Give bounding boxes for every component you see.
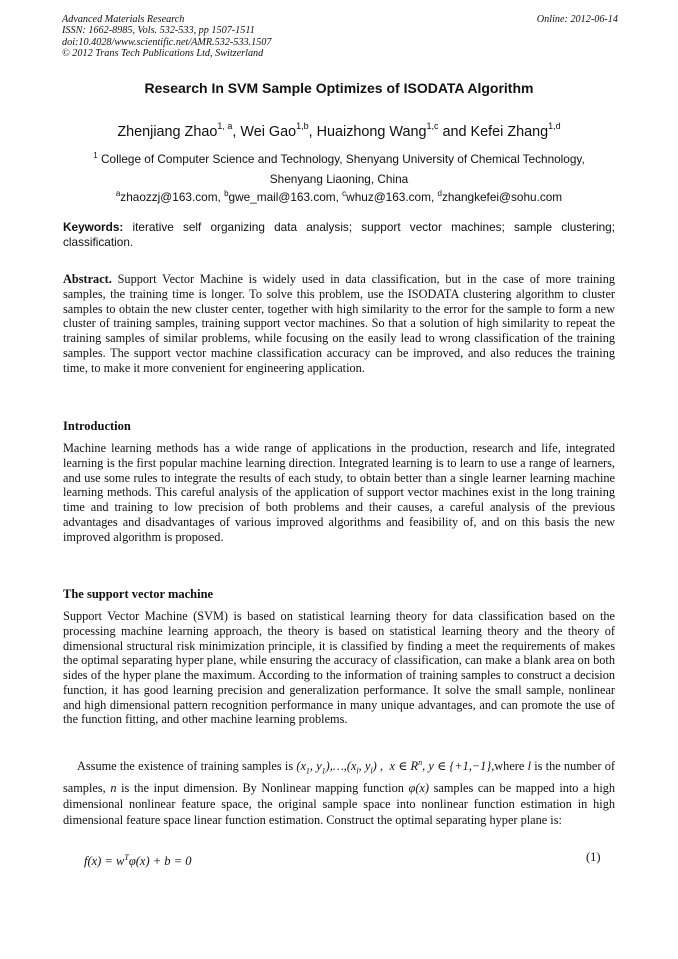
affiliation-sup: 1 [93,151,98,160]
svm-text-b: ,where [491,759,525,774]
email-list [0,186,678,205]
svm-paragraph-1: Support Vector Machine (SVM) is based on statistical learning theory for data classification based on the processing machine learning approach, the theory is based on statistical learning theory and the theory of dimensional structural risk minimization principle, it is classified by finding a meet the requirements of makes the optimal separating hyper plane, while ensuring the accuracy of classification, can make a blank area on both sides of the hyper plane the maximum. According to the information of training samples to construct a decision function, it has good learning precision and generalization performance. It solve the small sample, nonlinear and high dimensional pattern recognition performance in many unique advantages, and can promote the use of the function fitting, and other machine learning problems. [63,609,615,727]
affiliation-line-1 [0,146,678,169]
issn-line: ISSN: 1662-8985, Vols. 532-533, pp 1507-1511 [62,25,255,37]
keywords-label: Keywords: [63,220,124,234]
svm-paragraph-2: Assume the existence of training samples is ($x_1$, $y_1),\dots,(x_l$, $y_l$) , x ∈ $R^n$, y ∈ {+1,−1},where l is the number of samples, n is the input dimension. By Nonlinear mapping function φ(x) samples can be mapped into a high dimensional nonlinear feature space, the original sample space into nonlinear function estimation in high dimensional feature space linear function estimation. Construct the optimal separating hyper plane is: [63,758,616,827]
email-sup: b [224,189,229,198]
equation-sup: T [124,853,129,862]
author-sup: 1, a [217,121,233,131]
email-address: zhangkefei@sohu.com [441,189,563,204]
equation-number: (1) [586,850,601,864]
email-sep: , [430,189,438,204]
running-header [62,14,618,59]
copyright-line: © 2012 Trans Tech Publications Ltd, Switzerland [62,47,264,59]
keywords-text: iterative self organizing data analysis; support vector machines; sample clustering; classification. [63,220,615,249]
svm-heading: The support vector machine [63,587,214,601]
author-list [0,119,678,141]
author-sep: , [308,123,317,140]
svm-text-a: Assume the existence of training samples is [77,759,294,774]
email-sep: , [217,189,225,204]
phi-formula: φ(x) [408,780,429,795]
abstract-text: Support Vector Machine is widely used in data classification, but in the case of more training samples, the training time is longer. To solve this problem, use the ISODATA clustering algorithm to cluster samples to obtain the new cluster center, together with high similarity to the error for the sample to form a new cluster of training samples, training support vector machines. So that a solution of high similarity to repeat the training samples of similar problems, while focusing on the easily lead to wrong classification of the training samples. The support vector machine classification accuracy can be improved, and also reduces the training time, to make it more convenient for engineering application. [63,272,616,375]
journal-name: Advanced Materials Research [62,14,185,25]
author-name: Kefei Zhang [470,123,549,140]
online-date: Online: 2012-06-14 [536,14,618,25]
equation-rhs: φ(x) + b = 0 [128,854,192,869]
author-sep: and [438,123,471,140]
equation-lhs: f(x) = w [84,854,125,869]
equation-1 [84,850,192,869]
email-sup: c [342,189,347,198]
svm-text-d: is the input dimension. By Nonlinear mapping function [121,780,404,795]
email-sup: d [437,189,442,198]
svm-text-e: samples can be mapped into a high dimensional nonlinear feature space, the original sample space into nonlinear function estimation in high dimensional feature space linear function estimation. Construct the optimal separating hyper plane is: [63,780,616,827]
email-address: gwe_mail@163.com [228,189,336,204]
email-address: zhaozzj@163.com [120,189,218,204]
author-sup: 1,c [426,121,439,131]
svm-text-c: is the number of samples, [63,759,615,795]
introduction-heading: Introduction [63,419,131,433]
abstract-label: Abstract. [63,272,112,286]
author-name: Huaizhong Wang [316,123,427,140]
affiliation-line-2: Shenyang Liaoning, China [269,172,409,187]
doi-line: doi:10.4028/www.scientific.net/AMR.532-533.1507 [62,36,272,48]
var-l: l [527,759,531,774]
author-sup: 1,b [296,121,309,131]
introduction-text: Machine learning methods has a wide range of applications in the production, research and life, integrated learning is the first popular machine learning direction. Integrated learning is to learn to use a range of learners, and use some rules to integrate the results of each study, to obtain better than a single learner learning machine learning methods. This careful analysis of the application of support vector machines exist in the long training time and training to low precision of both problems and their causes, a careful analysis of the previous advantages and disadvantages of various improved algorithms and feasibility of, and on this basis the new improved algorithm is proposed. [63,441,615,544]
author-name: Zhenjiang Zhao [117,123,218,140]
domain-formula: x ∈ $R^n$, y ∈ {+1,−1} [389,758,492,774]
paper-title: Research In SVM Sample Optimizes of ISODATA Algorithm [144,80,534,96]
author-sep: , [232,123,241,140]
author-sup: 1,d [548,121,561,131]
affiliation [0,146,678,190]
affiliation-text-1: College of Computer Science and Technology, Shenyang University of Chemical Technology, [101,151,585,166]
abstract [63,272,615,375]
journal-info [62,14,618,59]
sample-set-formula: ($x_1$, $y_1),\dots,(x_l$, $y_l$) [296,759,377,776]
var-n: n [110,780,117,795]
email-address: whuz@163.com [346,189,431,204]
keywords [63,220,615,249]
email-sup: a [115,189,121,198]
email-sep: , [335,189,343,204]
author-name: Wei Gao [240,123,297,140]
